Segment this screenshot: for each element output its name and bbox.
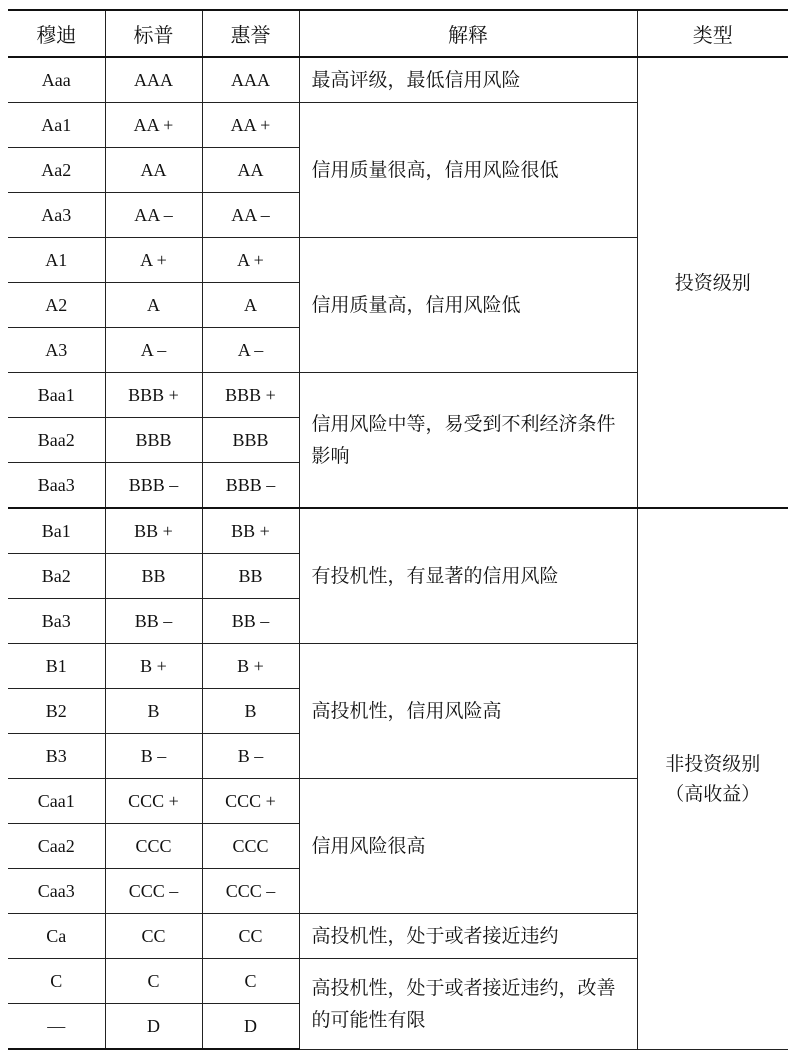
fitch-rating: B	[202, 689, 299, 734]
fitch-rating: CCC –	[202, 869, 299, 914]
sp-rating: CCC +	[105, 779, 202, 824]
moody-rating: Caa3	[8, 869, 105, 914]
description-cell: 信用风险很高	[299, 779, 637, 914]
category-non-investment	[637, 508, 788, 1049]
fitch-rating: BB +	[202, 508, 299, 554]
sp-rating: A –	[105, 328, 202, 373]
sp-rating: CCC	[105, 824, 202, 869]
sp-rating: B –	[105, 734, 202, 779]
fitch-rating: AA –	[202, 193, 299, 238]
header-description: 解释	[299, 10, 637, 57]
category-investment: 投资级别	[637, 57, 788, 508]
header-sp: 标普	[105, 10, 202, 57]
category-non-investment-label: 非投资级别	[665, 752, 761, 775]
moody-rating: Ba3	[8, 599, 105, 644]
fitch-rating: A +	[202, 238, 299, 283]
description-cell: 信用质量高，信用风险低	[299, 238, 637, 373]
sp-rating: AAA	[105, 57, 202, 103]
fitch-rating: B –	[202, 734, 299, 779]
sp-rating: AA +	[105, 103, 202, 148]
sp-rating: BB +	[105, 508, 202, 554]
description-cell: 高投机性，信用风险高	[299, 644, 637, 779]
sp-rating: AA –	[105, 193, 202, 238]
moody-rating: A1	[8, 238, 105, 283]
table-row	[8, 508, 788, 554]
sp-rating: BBB +	[105, 373, 202, 418]
sp-rating: D	[105, 1004, 202, 1050]
moody-rating: B1	[8, 644, 105, 689]
fitch-rating: CCC +	[202, 779, 299, 824]
moody-rating: Ba2	[8, 554, 105, 599]
fitch-rating: AAA	[202, 57, 299, 103]
moody-rating: Aa3	[8, 193, 105, 238]
moody-rating: Baa2	[8, 418, 105, 463]
moody-rating: Aaa	[8, 57, 105, 103]
sp-rating: CC	[105, 914, 202, 959]
fitch-rating: AA	[202, 148, 299, 193]
moody-rating: Baa3	[8, 463, 105, 509]
sp-rating: B	[105, 689, 202, 734]
fitch-rating: BB	[202, 554, 299, 599]
fitch-rating: A –	[202, 328, 299, 373]
moody-rating: Baa1	[8, 373, 105, 418]
description-cell: 高投机性，处于或者接近违约，改善的可能性有限	[299, 959, 637, 1050]
sp-rating: BB –	[105, 599, 202, 644]
fitch-rating: B +	[202, 644, 299, 689]
description-cell: 信用风险中等，易受到不利经济条件影响	[299, 373, 637, 509]
sp-rating: A	[105, 283, 202, 328]
sp-rating: AA	[105, 148, 202, 193]
fitch-rating: BB –	[202, 599, 299, 644]
moody-rating: Caa2	[8, 824, 105, 869]
table-header-row	[8, 10, 788, 57]
fitch-rating: D	[202, 1004, 299, 1050]
fitch-rating: A	[202, 283, 299, 328]
header-type: 类型	[637, 10, 788, 57]
category-high-yield-label: （高收益）	[665, 782, 761, 805]
moody-rating: Aa1	[8, 103, 105, 148]
credit-rating-table	[8, 9, 788, 1050]
header-moody: 穆迪	[8, 10, 105, 57]
sp-rating: C	[105, 959, 202, 1004]
fitch-rating: C	[202, 959, 299, 1004]
fitch-rating: CCC	[202, 824, 299, 869]
moody-rating: C	[8, 959, 105, 1004]
moody-rating: A3	[8, 328, 105, 373]
moody-rating: B3	[8, 734, 105, 779]
fitch-rating: CC	[202, 914, 299, 959]
fitch-rating: BBB +	[202, 373, 299, 418]
sp-rating: B +	[105, 644, 202, 689]
header-fitch: 惠誉	[202, 10, 299, 57]
description-cell: 有投机性，有显著的信用风险	[299, 508, 637, 644]
moody-rating: A2	[8, 283, 105, 328]
sp-rating: A +	[105, 238, 202, 283]
moody-rating: Ca	[8, 914, 105, 959]
sp-rating: BBB –	[105, 463, 202, 509]
fitch-rating: AA +	[202, 103, 299, 148]
moody-rating: B2	[8, 689, 105, 734]
table-row	[8, 57, 788, 103]
description-cell: 信用质量很高，信用风险很低	[299, 103, 637, 238]
fitch-rating: BBB –	[202, 463, 299, 509]
sp-rating: CCC –	[105, 869, 202, 914]
moody-rating: Ba1	[8, 508, 105, 554]
moody-rating: —	[8, 1004, 105, 1050]
fitch-rating: BBB	[202, 418, 299, 463]
sp-rating: BB	[105, 554, 202, 599]
sp-rating: BBB	[105, 418, 202, 463]
description-cell: 最高评级，最低信用风险	[299, 57, 637, 103]
description-cell: 高投机性，处于或者接近违约	[299, 914, 637, 959]
moody-rating: Caa1	[8, 779, 105, 824]
moody-rating: Aa2	[8, 148, 105, 193]
